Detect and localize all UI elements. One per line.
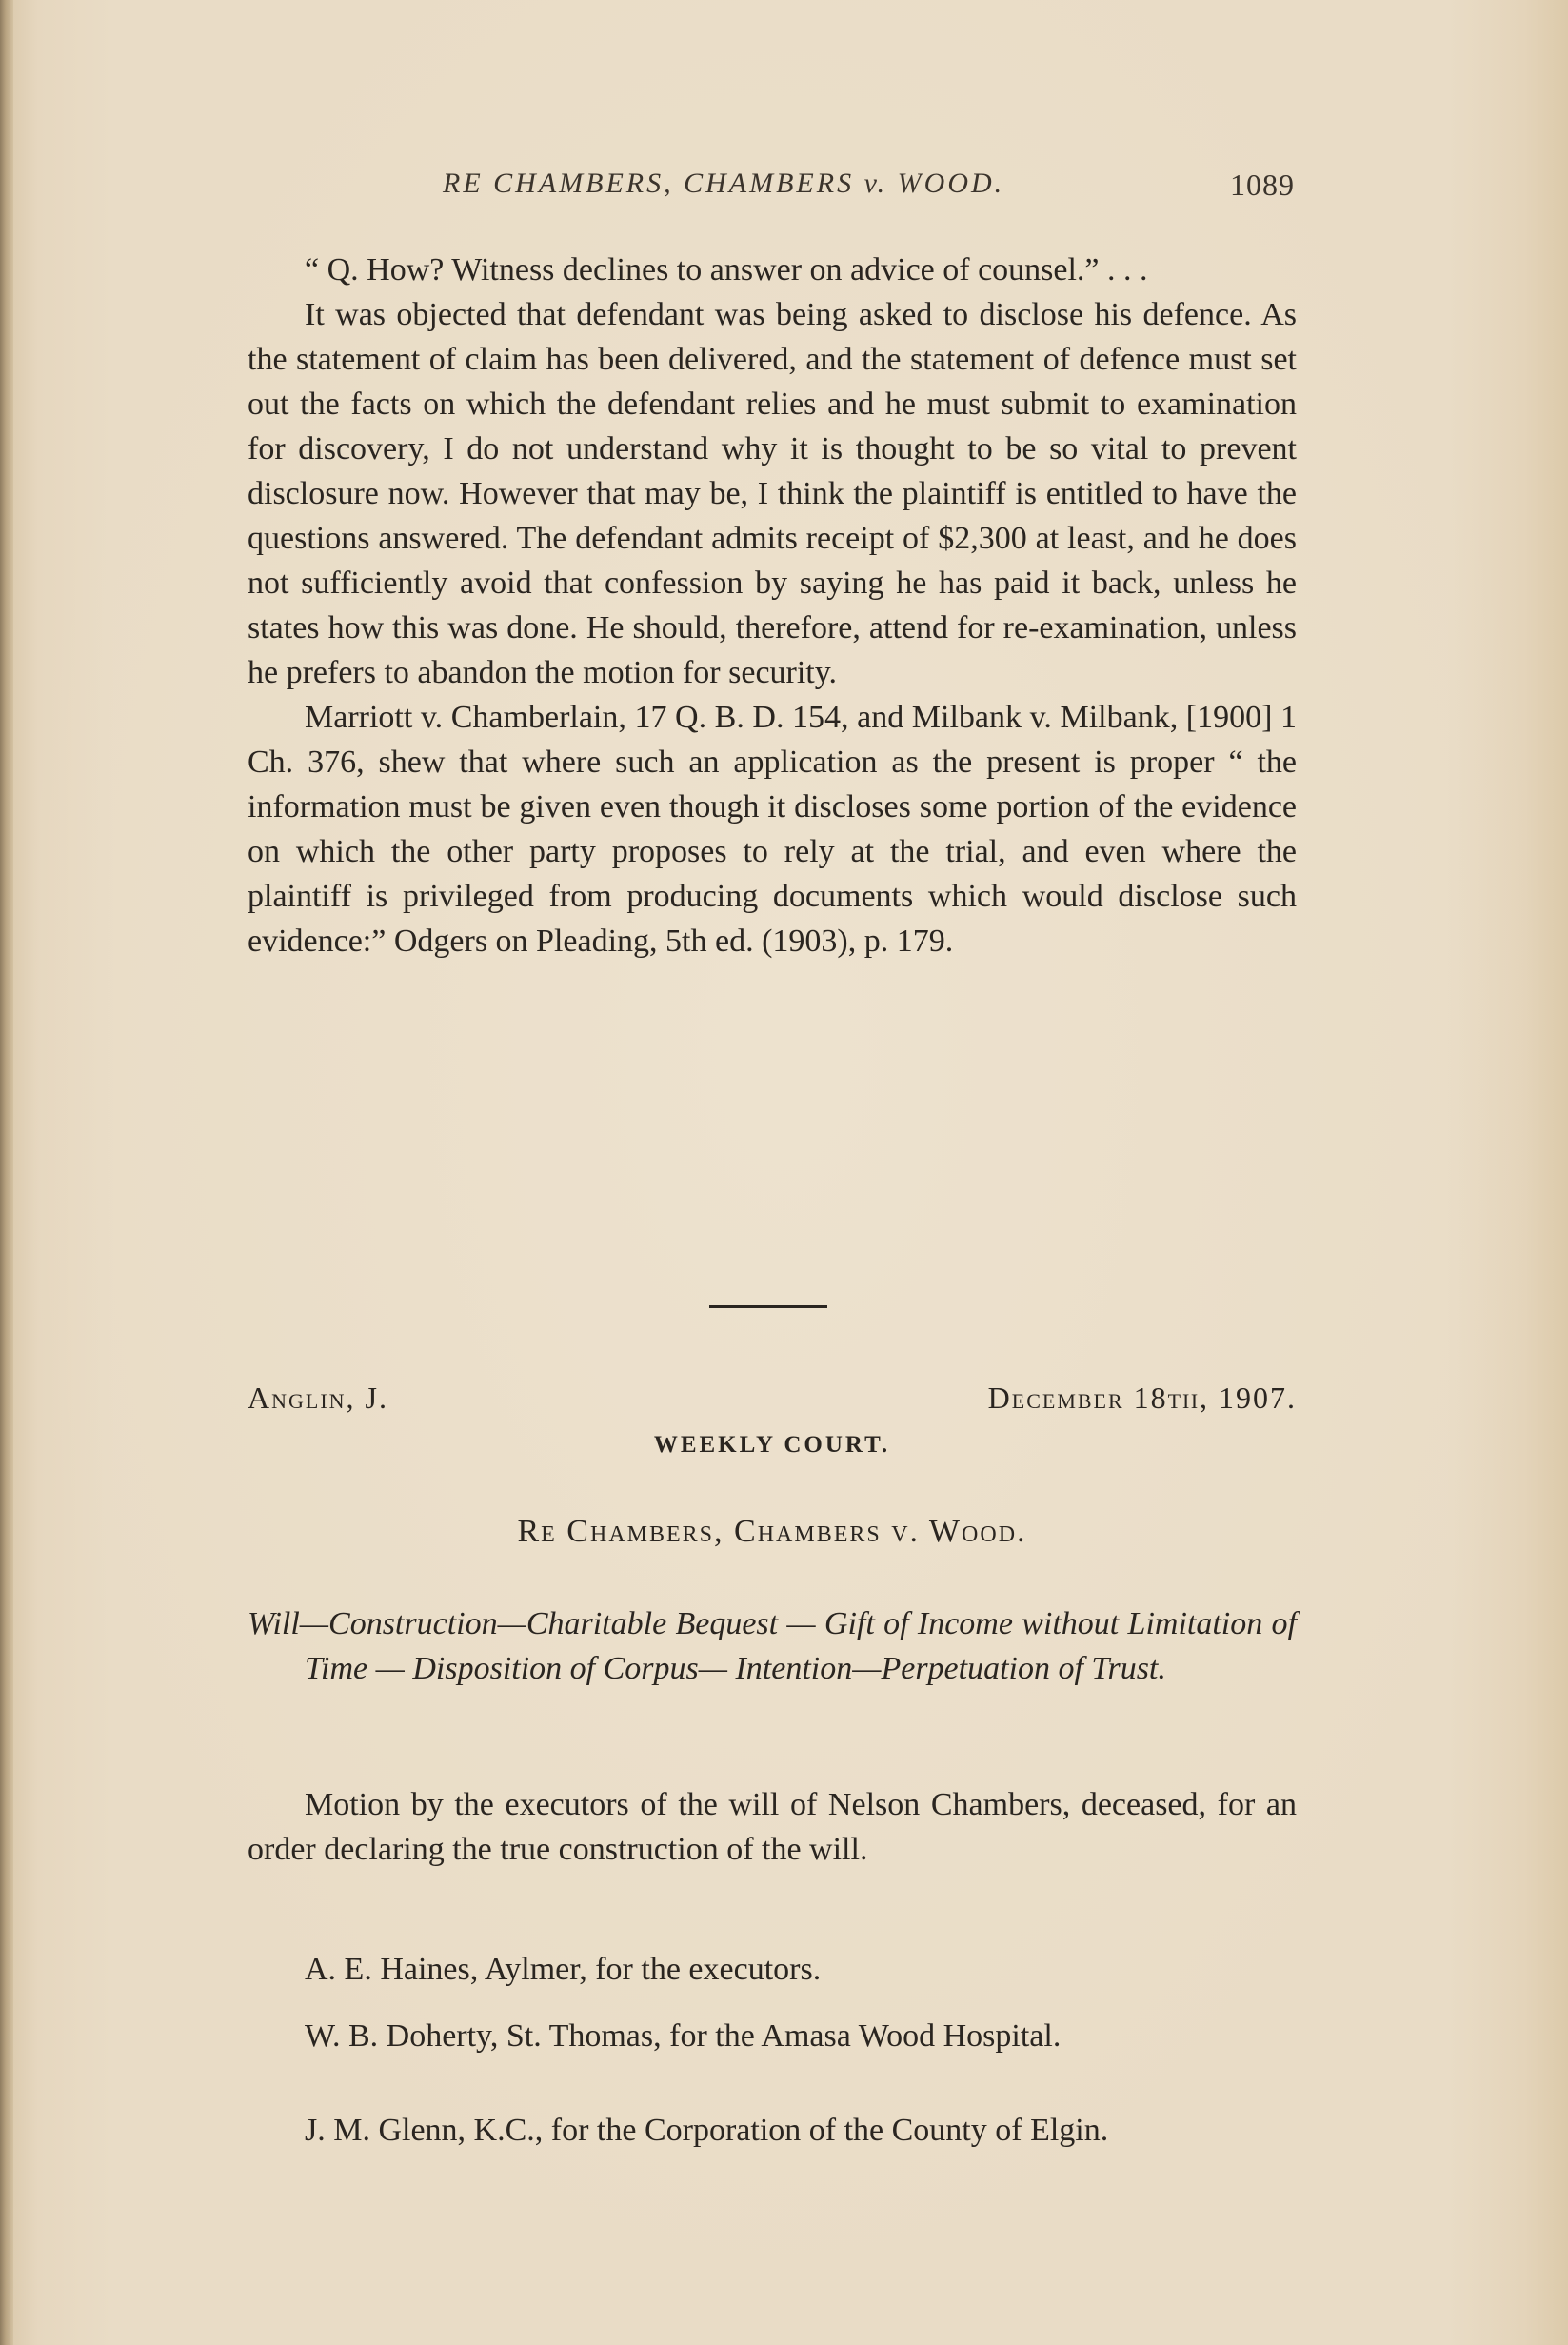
counsel-line: J. M. Glenn, K.C., for the Corporation of the County of Elgin. <box>305 2113 1109 2148</box>
section-divider <box>709 1305 827 1308</box>
running-title: RE CHAMBERS, CHAMBERS v. WOOD. <box>443 168 1005 199</box>
counsel-hospital <box>248 2014 1297 2058</box>
counsel-executors <box>248 1947 1297 1992</box>
headnote-text: Will—Construction—Charitable Bequest — Gift of Income without Limitation of Time — Disposition of Corpus— Intention—Perpetuation of Trust. <box>248 1606 1297 1686</box>
page-number: 1089 <box>1230 168 1295 202</box>
counsel-county <box>248 2108 1297 2153</box>
counsel-line: A. E. Haines, Aylmer, for the executors. <box>305 1952 822 1987</box>
judge-name: Anglin, J. <box>248 1381 388 1415</box>
judge-date-line <box>248 1381 1297 1426</box>
paragraph-objection: It was objected that defendant was being asked to disclose his defence. As the statement of claim has been delivered, and the statement of defence must set out the facts on which the defendant relies and he must submit to examination for discovery, I do not understand why it is thought to be so vital to prevent disclosure now. However that may be, I think the plaintiff is entitled to have the questions answered. The defendant admits receipt of $2,300 at least, and he does not sufficiently avoid that confession by saying he has paid it back, unless he states how this was done. He should, therefore, attend for re-examination, unless he prefers to abandon the motion for security. <box>248 297 1297 690</box>
running-head <box>248 168 1295 209</box>
paragraph-authorities: Marriott v. Chamberlain, 17 Q. B. D. 154, and Milbank v. Milbank, [1900] 1 Ch. 376, shew that where such an application as the present is proper “ the information must be given even though it discloses some portion of the evidence on which the other party proposes to rely at the trial, and even where the plaintiff is privileged from producing documents which would disclose such evidence:” Odgers on Pleading, 5th ed. (1903), p. 179. <box>248 700 1297 959</box>
counsel-line: W. B. Doherty, St. Thomas, for the Amasa Wood Hospital. <box>305 2018 1062 2054</box>
headnote <box>248 1601 1297 1691</box>
previous-case-text <box>248 248 1297 964</box>
paragraph-motion: Motion by the executors of the will of Nelson Chambers, deceased, for an order declaring the true construction of the will. <box>248 1787 1297 1867</box>
case-title: Re Chambers, Chambers v. Wood. <box>517 1514 1027 1549</box>
judgment-date: December 18th, 1907. <box>987 1381 1297 1415</box>
motion-text <box>248 1782 1297 1872</box>
court-label: WEEKLY COURT. <box>653 1432 891 1458</box>
binding-edge <box>0 0 13 2345</box>
paragraph-witness-quote: “ Q. How? Witness declines to answer on advice of counsel.” . . . <box>305 252 1148 288</box>
